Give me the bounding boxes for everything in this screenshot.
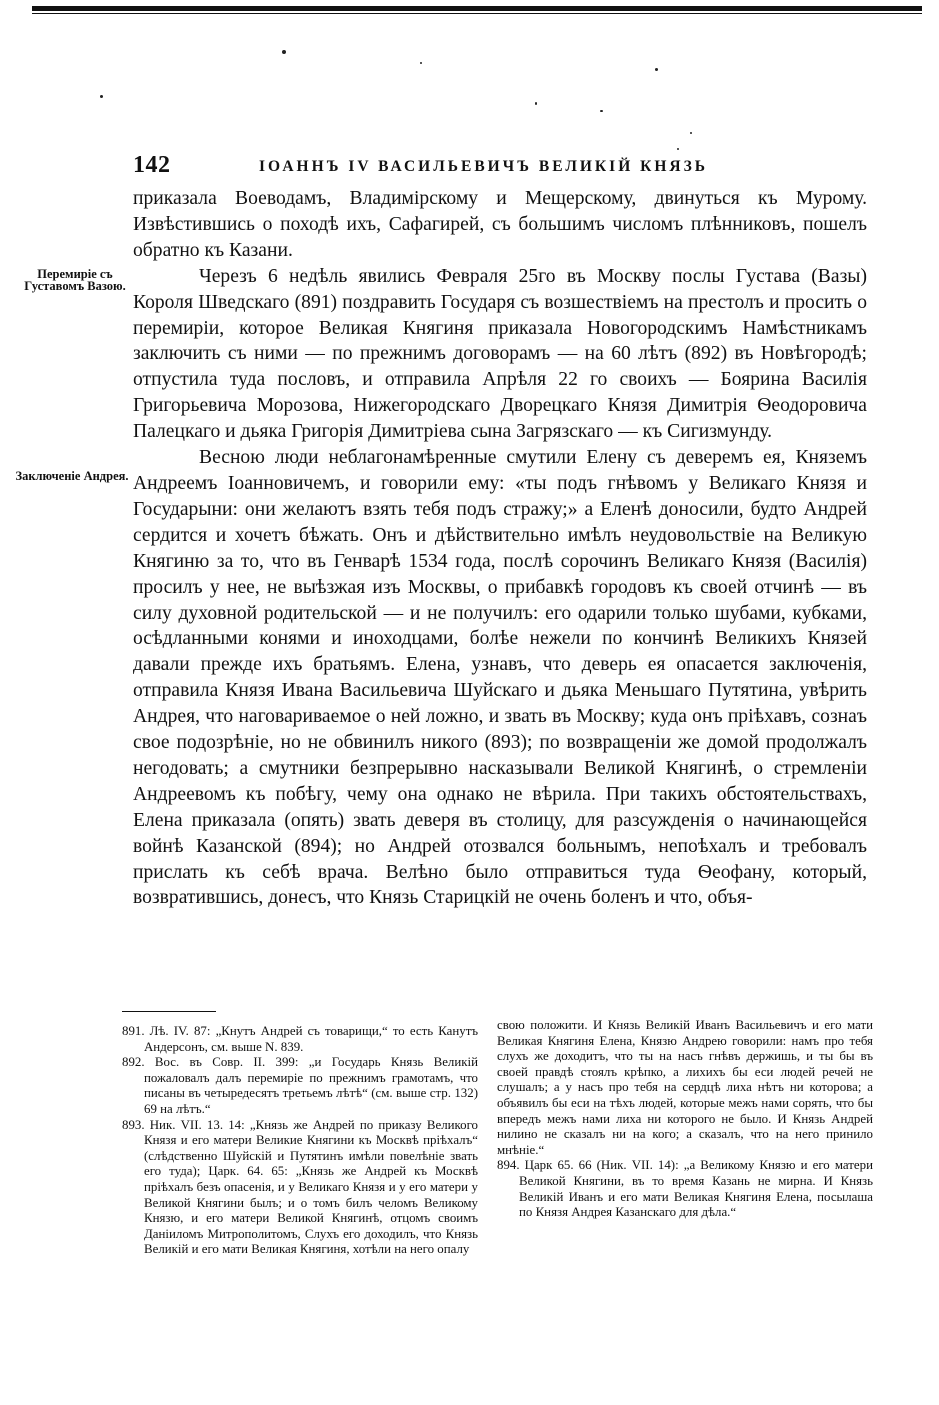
top-border-rule-thin xyxy=(32,13,922,14)
paragraph: приказала Воеводамъ, Владимірскому и Мещерскому, двинуться къ Мурому. Извѣстившись о походѣ ихъ, Сафагирей, съ большимъ числомъ плѣнниковъ, пошелъ обратно къ Казани. xyxy=(133,188,867,261)
footnote-separator xyxy=(122,1011,216,1012)
footnote-continuation: свою положити. И Князь Великій Иванъ Васильевичъ и его мати Великая Княгиня Елена, Князю Андрею говорили: намъ про тебя слухъ же доходитъ, что ты на насъ гнѣвъ держишь, и ты бы въ своей правдѣ стоялъ крѣпко, а лихихъ бы еси людей речей не слушалъ; а у насъ про тебя на сердцѣ лиха нѣтъ ни которова; а объявилъ бы еси на тѣхъ людей, которые межъ нами сорять, что бы впередъ межъ нами лиха ни которого не было. И Князь Андрей нилино не сказалъ ни на кого; а сказалъ, что на него принило мнѣніе.“ xyxy=(497,1018,873,1157)
paragraph: Весною люди неблагонамѣренные смутили Елену съ деверемъ ея, Княземъ Андреемъ Іоанновичемъ, и говорили ему: «ты подъ гнѣвомъ у Великаго Князя и Государыни: они желаютъ взять тебя подъ стражу;» а Еленѣ доносили, будто Андрей сердится и хочетъ бѣжать. Онъ и дѣйствительно имѣлъ неудовольствіе на Великую Княгиню за то, что въ Генварѣ 1534 года, послѣ сорочинъ Великаго Князя (Василія) просилъ у нее, не выѣзжая изъ Москвы, о прибавкѣ городовъ къ своей отчинѣ — въ силу духовной родительской — и не получилъ: его одарили только шубами, кубками, осѣдланными конями и иноходцами, болѣе нежели по кончинѣ Великихъ Князей давали прежде ихъ братьямъ. Елена, узнавъ, что деверь ея опасается заключенія, отправила Князя Ивана Васильевича Шуйскаго и дьяка Меньшаго Путятина, увѣрить Андрея, что наговариваемое о ней ложно, и звать въ Москву; куда онъ пріѣхавъ, сознаъ свое подозрѣніе, но не обвинилъ никого (893); по возвращеніи же домой продолжалъ негодовать; а смутники безпрерывно насказывали Великой Княгинѣ, о стремленіи Андреевомъ къ побѣгу, чему она однако не вѣрила. При такихъ обстоятельствахъ, Елена приказала (опять) звать деверя въ столицу, для разсужденія о начинающейся войнѣ Казанской (894); но Андрей отозвался больнымъ, непоѣхалъ и требовалъ прислать къ себѣ врача. Велѣно было отправиться туда Ѳеофану, который, возвратившись, донесъ, что Князь Старицкій не очень боленъ и что, объя- xyxy=(133,447,867,909)
print-speck xyxy=(100,95,103,98)
footnotes-left-column xyxy=(122,1024,478,1258)
page-number: 142 xyxy=(133,152,171,178)
running-title: ІОАННЪ IV ВАСИЛЬЕВИЧЪ ВЕЛИКІЙ КНЯЗЬ xyxy=(259,158,709,175)
print-speck xyxy=(655,68,658,71)
print-speck xyxy=(535,102,537,105)
print-speck xyxy=(282,50,286,54)
page-header xyxy=(133,152,873,182)
footnote: 891. Лѣ. IV. 87: „Кнутъ Андрей съ товарищи,“ то есть Канутъ Андерсонъ, см. выше N. 839. xyxy=(122,1024,478,1054)
top-border-rule xyxy=(32,6,922,11)
footnote: 894. Царк 65. 66 (Ник. VII. 14): „а Великому Князю и его матери Великой Княгини, въ то время Казань не мирна. И Князь Великій Иванъ и его мати Великая Княгиня Елена, посылаша по Князя Андрея Казанскаго для дѣла.“ xyxy=(497,1158,873,1220)
print-speck xyxy=(420,62,422,64)
print-speck xyxy=(690,132,692,134)
footnote: 893. Ник. VII. 13. 14: „Князь же Андрей по приказу Великого Князя и его матери Великие Княгини къ Москвѣ пріѣхалъ“ (слѣдственно Шуйскій и Путятинъ имѣли повелѣніе звать его туда); Царк. 64. 65: „Князь же Андрей къ Москвѣ пріѣхалъ безъ опасенія, и у Великаго Князя и у его матери у Великой Княгини былъ; и о томъ билъ челомъ Великому Князю, и его матери Великой Княгинѣ, отцомъ своимъ Даніиломъ Митрополитомъ, Слухъ его доходилъ, что Князь Великій и его мати Великая Княгиня, хотѣли на него опалу xyxy=(122,1117,478,1257)
footnote: 892. Вос. въ Совр. II. 399: „и Государь Князь Великій пожаловалъ далъ перемиріе по прежнимъ грамотамъ, что писаны въ четыредесятъ третьемъ лѣтѣ“ (см. выше стр. 132) 69 на лѣтъ.“ xyxy=(122,1055,478,1116)
print-speck xyxy=(600,110,603,112)
footnotes-right-column xyxy=(497,1018,873,1221)
margin-note-imprisonment: Заключеніе Андрея. xyxy=(15,469,129,483)
margin-note-truce: Перемиріе съ Густавомъ Вазою. xyxy=(24,267,126,293)
print-speck xyxy=(677,148,679,150)
paragraph: Черезъ 6 недѣль явились Февраля 25го въ Москву послы Густава (Вазы) Короля Шведскаго (891) поздравить Государя съ возшествіемъ на престолъ и просить о перемиріи, которое Великая Княгиня приказала Новогородскимъ Намѣстникамъ заключить съ ними — по прежнимъ договорамъ — на 60 лѣтъ (892) въ Новѣгородѣ; отпустила туда пословъ, и отправила Апрѣля 22 го своихъ — Боярина Василія Григорьевича Морозова, Нижегородскаго Дворецкаго Князя Димитрія Ѳеодоровича Палецкаго и дьяка Григорія Димитріева сына Загрязскаго — къ Сигизмунду. xyxy=(133,265,867,443)
main-text xyxy=(133,186,867,911)
